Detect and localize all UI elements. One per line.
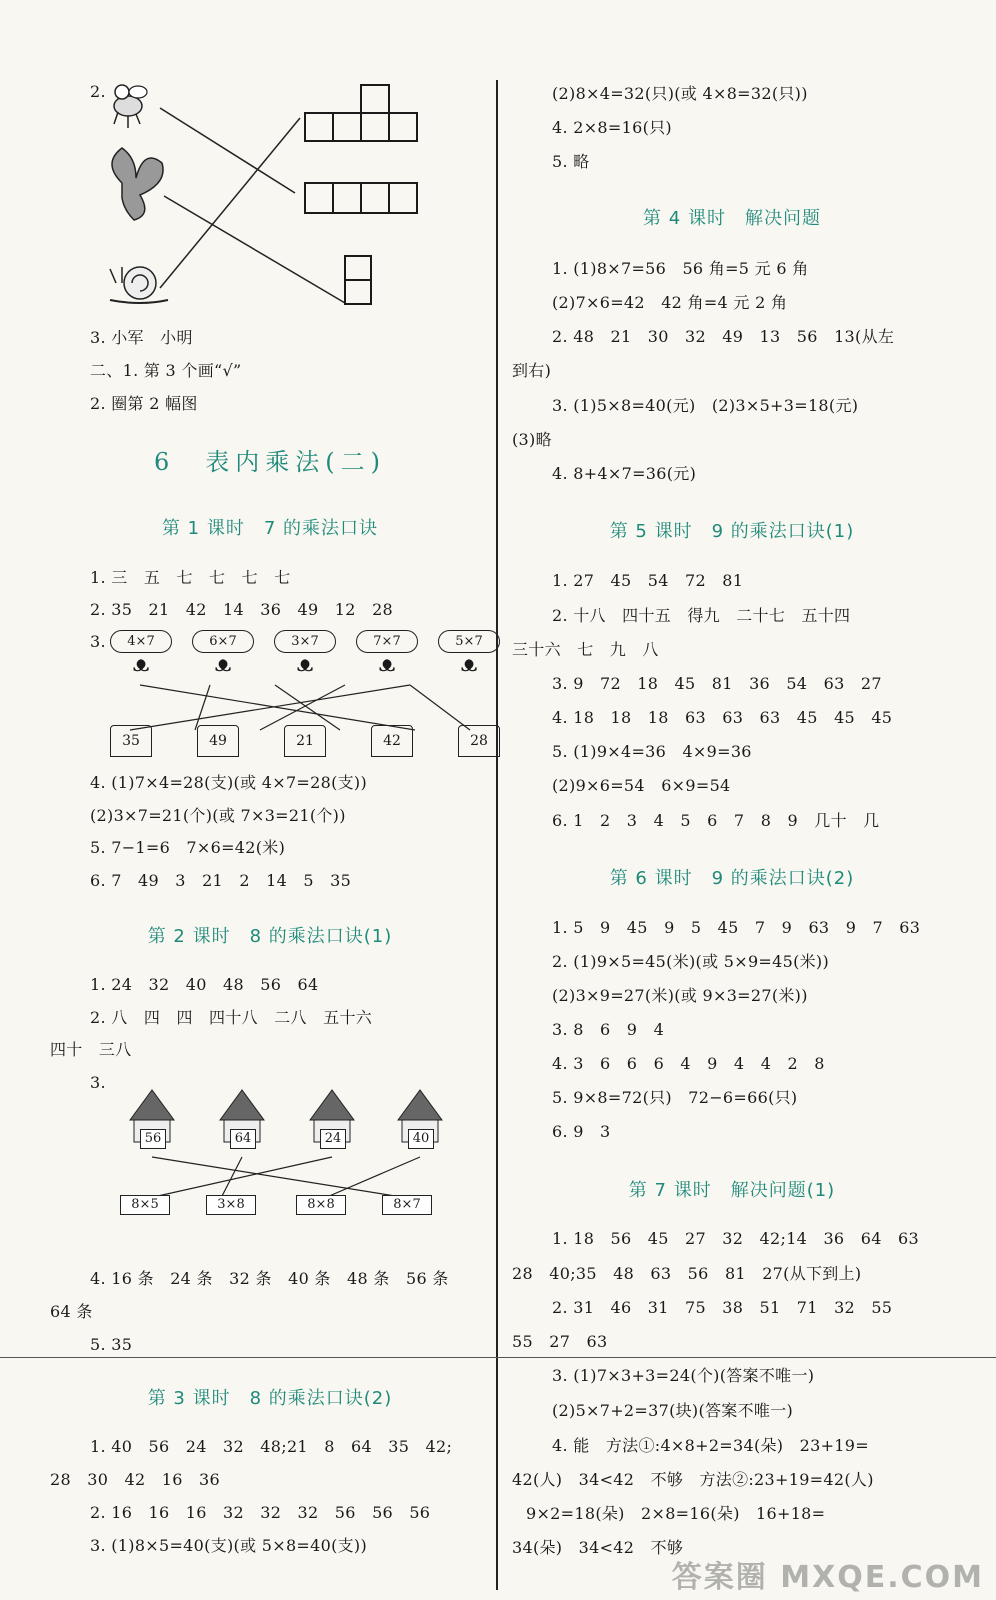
- lesson7-a4-cont2: 9×2=18(朵) 2×8=16(朵) 16+18=: [526, 1504, 826, 1523]
- lesson5-a2-cont: 三十六 七 九 八: [512, 640, 659, 659]
- lesson1-a6: 6. 7 49 3 21 2 14 5 35: [90, 871, 352, 890]
- snail-icon: [110, 267, 168, 303]
- lesson3-a3: 3. (1)8×5=40(支)(或 5×8=40(支)): [90, 1536, 368, 1555]
- top-line-3: 5. 略: [552, 152, 590, 171]
- lesson6-a5: 5. 9×8=72(只) 72−6=66(只): [552, 1088, 798, 1107]
- lesson6-title: 第 6 课时 9 的乘法口诀(2): [609, 868, 855, 889]
- lesson1-a4-2: (2)3×7=21(个)(或 7×3=21(个)): [90, 806, 346, 825]
- lesson7-a4: 4. 能 方法①:4×8+2=34(朵) 23+19=: [552, 1436, 869, 1455]
- house-4-number: 40: [408, 1129, 434, 1149]
- bee-icon: [114, 85, 147, 128]
- part2-q2-answer: 2. 圈第 2 幅图: [90, 394, 198, 413]
- lesson6-a6: 6. 9 3: [552, 1122, 611, 1141]
- lesson5-a2: 2. 十八 四十五 得九 二十七 五十四: [552, 606, 851, 625]
- lesson7-a2: 2. 31 46 31 75 38 51 71 32 55: [552, 1298, 893, 1317]
- lesson7-a3-1: 3. (1)7×3+3=24(个)(答案不唯一): [552, 1366, 815, 1385]
- column-divider: [496, 80, 498, 1590]
- flower-5: 5×7 ᴥ: [438, 630, 500, 677]
- stump-5: 28: [458, 725, 500, 757]
- lesson6-a3: 3. 8 6 9 4: [552, 1020, 665, 1039]
- lesson7-a4-cont1: 42(人) 34<42 不够 方法②:23+19=42(人): [512, 1470, 874, 1489]
- stump-3: 21: [284, 725, 326, 757]
- right-column: [512, 0, 952, 1600]
- lesson1-a1: 1. 三 五 七 七 七 七: [90, 568, 291, 587]
- lesson7-a1-cont: 28 40;35 48 63 56 81 27(从下到上): [512, 1264, 862, 1283]
- q3-answer: 3. 小军 小明: [90, 328, 193, 347]
- lesson7-title: 第 7 课时 解决问题(1): [628, 1180, 836, 1201]
- lesson4-a3-cont: (3)略: [512, 430, 552, 449]
- lesson6-a2-1: 2. (1)9×5=45(米)(或 5×9=45(米)): [552, 952, 830, 971]
- stump-4: 42: [371, 725, 413, 757]
- lesson4-a1-1: 1. (1)8×7=56 56 角=5 元 6 角: [552, 259, 809, 278]
- lesson5-a4: 4. 18 18 18 63 63 63 45 45 45: [552, 708, 893, 727]
- lesson6-a2-2: (2)3×9=27(米)(或 9×3=27(米)): [552, 986, 808, 1005]
- lesson5-title: 第 5 课时 9 的乘法口诀(1): [609, 521, 855, 542]
- lesson2-a3-label: 3.: [90, 1073, 106, 1092]
- lesson5-a1: 1. 27 45 54 72 81: [552, 571, 744, 590]
- card-3: 8×8: [296, 1195, 346, 1215]
- butterfly-icon: [112, 148, 163, 220]
- house-2-number: 64: [230, 1129, 256, 1149]
- chapter-title: 6 表内乘法(二): [154, 448, 386, 476]
- lesson5-a6: 6. 1 2 3 4 5 6 7 8 9 几十 几: [552, 811, 880, 830]
- lesson7-a4-cont3: 34(朵) 34<42 不够: [512, 1538, 684, 1557]
- lesson5-a5-1: 5. (1)9×4=36 4×9=36: [552, 742, 752, 761]
- lesson2-a2: 2. 八 四 四 四十八 二八 五十六: [90, 1008, 373, 1027]
- house-card-figure: [120, 1075, 480, 1255]
- lesson3-title: 第 3 课时 8 的乘法口诀(2): [147, 1388, 393, 1409]
- matching-figure: [100, 78, 440, 313]
- lesson5-a5-2: (2)9×6=54 6×9=54: [552, 776, 731, 795]
- lesson4-title: 第 4 课时 解决问题: [643, 208, 821, 229]
- lesson1-title: 第 1 课时 7 的乘法口诀: [161, 518, 379, 539]
- lesson2-a5: 5. 35: [90, 1335, 133, 1354]
- lesson1-a4-1: 4. (1)7×4=28(支)(或 4×7=28(支)): [90, 773, 368, 792]
- flower-1: 4×7 ᴥ: [110, 630, 172, 677]
- card-4: 8×7: [382, 1195, 432, 1215]
- lesson3-a1: 1. 40 56 24 32 48;21 8 64 35 42;: [90, 1437, 453, 1456]
- part2-q1-answer: 二、1. 第 3 个画“√”: [90, 361, 242, 380]
- lesson5-a3: 3. 9 72 18 45 81 36 54 63 27: [552, 674, 882, 693]
- lesson6-a4: 4. 3 6 6 6 4 9 4 4 2 8: [552, 1054, 825, 1073]
- lesson4-a3: 3. (1)5×8=40(元) (2)3×5+3=18(元): [552, 396, 859, 415]
- house-1-number: 56: [140, 1129, 166, 1149]
- lesson4-a2: 2. 48 21 30 32 49 13 56 13(从左: [552, 327, 895, 346]
- lesson2-a2-cont: 四十 三八: [50, 1040, 132, 1059]
- q2-label: 2.: [90, 82, 106, 101]
- lesson7-a2-cont: 55 27 63: [512, 1332, 608, 1351]
- house-3-number: 24: [320, 1129, 346, 1149]
- top-line-1: (2)8×4=32(只)(或 4×8=32(只)): [552, 84, 808, 103]
- lesson1-a3-label: 3.: [90, 632, 106, 651]
- flower-2: 6×7 ᴥ: [192, 630, 254, 677]
- card-2: 3×8: [206, 1195, 256, 1215]
- stump-2: 49: [197, 725, 239, 757]
- lesson3-a1-cont: 28 30 42 16 36: [50, 1470, 220, 1489]
- lesson7-a3-2: (2)5×7+2=37(块)(答案不唯一): [552, 1401, 794, 1420]
- flower-3: 3×7 ᴥ: [274, 630, 336, 677]
- lesson2-title: 第 2 课时 8 的乘法口诀(1): [147, 926, 393, 947]
- lesson4-a1-2: (2)7×6=42 42 角=4 元 2 角: [552, 293, 788, 312]
- flower-4: 7×7 ᴥ: [356, 630, 418, 677]
- lesson4-a2-cont: 到右): [512, 361, 552, 380]
- lesson3-a2: 2. 16 16 16 32 32 32 56 56 56: [90, 1503, 431, 1522]
- watermark: 答案圈 MXQE.COM: [671, 1560, 984, 1595]
- lesson4-a4: 4. 8+4×7=36(元): [552, 464, 697, 483]
- lesson7-a1: 1. 18 56 45 27 32 42;14 36 64 63: [552, 1229, 919, 1248]
- flower-stump-figure: [110, 630, 500, 760]
- card-1: 8×5: [120, 1195, 170, 1215]
- lesson2-a4: 4. 16 条 24 条 32 条 40 条 48 条 56 条: [90, 1269, 449, 1288]
- stump-1: 35: [110, 725, 152, 757]
- lesson1-a5: 5. 7−1=6 7×6=42(米): [90, 838, 286, 857]
- lesson1-a2: 2. 35 21 42 14 36 49 12 28: [90, 600, 394, 619]
- lesson6-a1: 1. 5 9 45 9 5 45 7 9 63 9 7 63: [552, 918, 921, 937]
- lesson2-a4-cont: 64 条: [50, 1302, 93, 1321]
- left-column: [50, 0, 490, 1600]
- lesson2-a1: 1. 24 32 40 48 56 64: [90, 975, 319, 994]
- top-line-2: 4. 2×8=16(只): [552, 118, 672, 137]
